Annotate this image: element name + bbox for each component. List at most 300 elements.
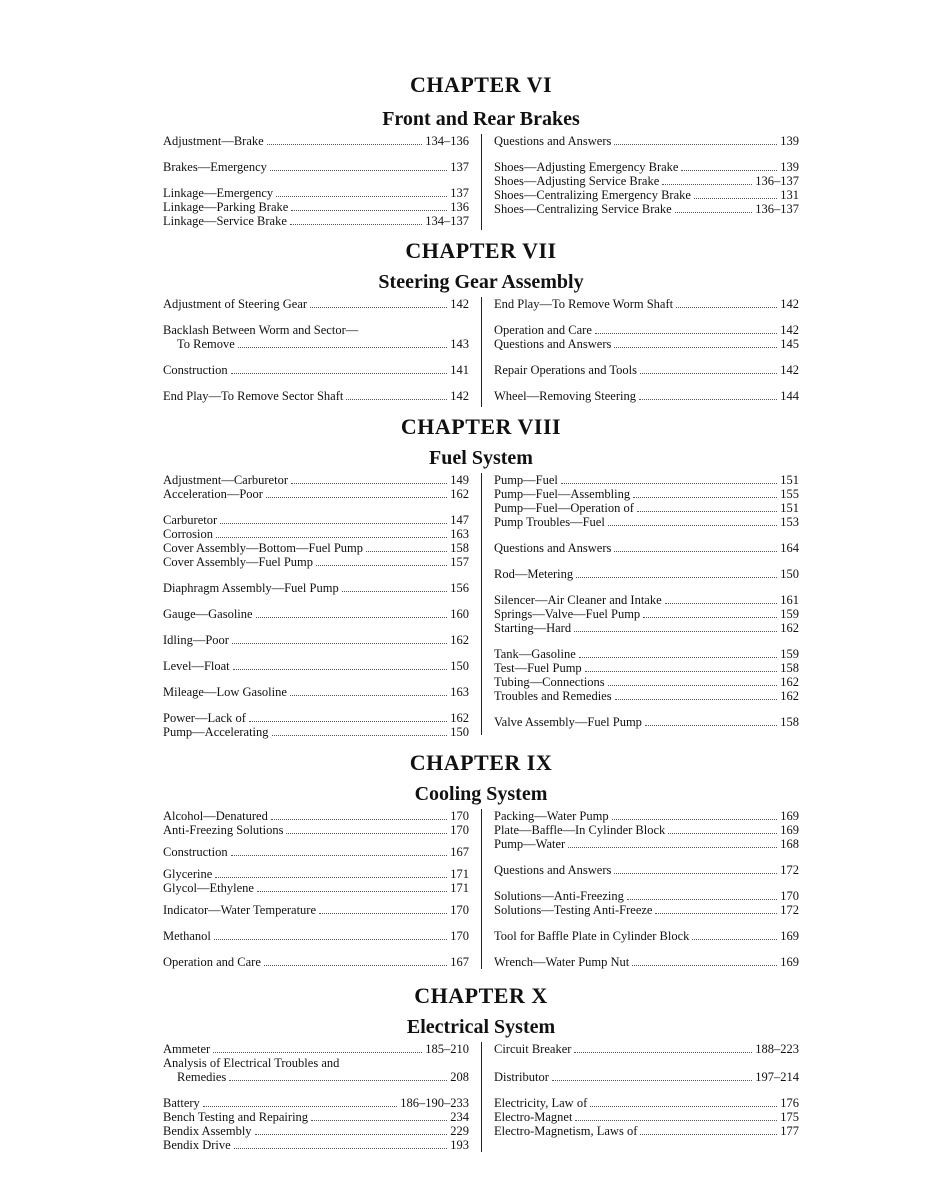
dot-leader xyxy=(608,515,777,526)
dot-leader xyxy=(608,675,778,686)
entry-page-number: 136–137 xyxy=(755,174,799,188)
dot-leader xyxy=(270,160,447,171)
entry-page-number: 163 xyxy=(450,527,469,541)
index-entry xyxy=(494,297,799,311)
entry-page-number: 142 xyxy=(450,297,469,311)
dot-leader xyxy=(576,567,777,578)
index-entry xyxy=(494,903,799,917)
entry-label: Packing—Water Pump xyxy=(494,809,609,823)
index-entry xyxy=(163,541,469,555)
index-entry xyxy=(163,1138,469,1152)
entry-page-number: 170 xyxy=(450,809,469,823)
entry-page-number: 139 xyxy=(780,160,799,174)
entry-label: Tank—Gasoline xyxy=(494,647,576,661)
index-entry xyxy=(163,186,469,200)
dot-leader xyxy=(645,715,777,726)
entry-page-number: 150 xyxy=(780,567,799,581)
index-entry xyxy=(163,581,469,595)
entry-label: Repair Operations and Tools xyxy=(494,363,637,377)
entry-label: Shoes—Centralizing Emergency Brake xyxy=(494,188,691,202)
entry-label: Construction xyxy=(163,845,228,859)
dot-leader xyxy=(232,633,447,644)
index-entry xyxy=(494,323,799,337)
dot-leader xyxy=(574,621,777,632)
index-entry xyxy=(494,621,799,635)
entry-label: Questions and Answers xyxy=(494,863,612,877)
index-entry xyxy=(163,867,469,881)
entry-label: Cover Assembly—Bottom—Fuel Pump xyxy=(163,541,364,555)
entry-label: Battery xyxy=(163,1096,200,1110)
dot-leader xyxy=(214,929,447,940)
index-entry xyxy=(163,323,469,337)
index-entry xyxy=(163,473,469,487)
index-entry xyxy=(494,160,799,174)
index-entry xyxy=(163,160,469,174)
dot-leader xyxy=(574,1042,752,1053)
entry-label: Shoes—Adjusting Emergency Brake xyxy=(494,160,679,174)
dot-leader xyxy=(637,501,777,512)
entry-page-number: 150 xyxy=(450,659,469,673)
column-divider xyxy=(481,1042,482,1152)
chapter-heading: CHAPTER VI xyxy=(409,72,553,97)
dot-leader xyxy=(676,297,777,308)
index-entry xyxy=(494,473,799,487)
index-entry xyxy=(494,1110,799,1124)
entry-page-number: 141 xyxy=(450,363,469,377)
index-entry xyxy=(494,889,799,903)
entry-label: Plate—Baffle—In Cylinder Block xyxy=(494,823,666,837)
entry-page-number: 136 xyxy=(450,200,469,214)
dot-leader xyxy=(552,1070,752,1081)
entry-label: Backlash Between Worm and Sector— xyxy=(163,323,359,337)
index-entry xyxy=(163,1124,469,1138)
entry-page-number: 229 xyxy=(450,1124,469,1138)
index-entry xyxy=(494,837,799,851)
dot-leader xyxy=(267,134,423,145)
entry-label: Valve Assembly—Fuel Pump xyxy=(494,715,642,729)
dot-leader xyxy=(640,363,777,374)
index-entry xyxy=(494,863,799,877)
entry-page-number: 175 xyxy=(780,1110,799,1124)
dot-leader xyxy=(220,513,447,524)
entry-label: Adjustment of Steering Gear xyxy=(163,297,308,311)
entry-label: Springs—Valve—Fuel Pump xyxy=(494,607,641,621)
index-entry xyxy=(163,809,469,823)
entry-page-number: 170 xyxy=(780,889,799,903)
entry-page-number: 137 xyxy=(450,160,469,174)
index-entry xyxy=(163,527,469,541)
dot-leader xyxy=(234,1138,448,1149)
index-entry xyxy=(494,593,799,607)
entry-label: Indicator—Water Temperature xyxy=(163,903,317,917)
left-column xyxy=(163,473,469,739)
index-entry xyxy=(163,337,469,351)
entry-page-number: 170 xyxy=(450,929,469,943)
dot-leader xyxy=(231,363,448,374)
entry-page-number: 169 xyxy=(780,823,799,837)
entry-page-number: 156 xyxy=(450,581,469,595)
index-columns xyxy=(163,134,799,230)
dot-leader xyxy=(614,541,777,552)
index-entry xyxy=(494,501,799,515)
dot-leader xyxy=(643,607,777,618)
chapter-heading: CHAPTER IX xyxy=(409,750,553,775)
dot-leader xyxy=(655,903,777,914)
left-column xyxy=(163,1042,469,1152)
entry-label: Level—Float xyxy=(163,659,230,673)
dot-leader xyxy=(257,881,447,892)
entry-page-number: 155 xyxy=(780,487,799,501)
index-entry xyxy=(163,1042,469,1056)
index-entry xyxy=(494,567,799,581)
entry-page-number: 131 xyxy=(780,188,799,202)
index-entry xyxy=(494,541,799,555)
entry-page-number: 136–137 xyxy=(755,202,799,216)
entry-label: To Remove xyxy=(177,337,235,351)
entry-page-number: 137 xyxy=(450,186,469,200)
entry-label: Linkage—Service Brake xyxy=(163,214,287,228)
index-entry xyxy=(163,711,469,725)
dot-leader xyxy=(632,955,777,966)
index-entry xyxy=(494,715,799,729)
section-title: Steering Gear Assembly xyxy=(378,271,584,293)
entry-label: Questions and Answers xyxy=(494,541,612,555)
entry-label: Construction xyxy=(163,363,228,377)
dot-leader xyxy=(276,186,447,197)
entry-page-number: 162 xyxy=(780,621,799,635)
entry-page-number: 193 xyxy=(450,1138,469,1152)
dot-leader xyxy=(233,659,448,670)
entry-page-number: 158 xyxy=(780,661,799,675)
entry-page-number: 169 xyxy=(780,809,799,823)
entry-page-number: 234 xyxy=(450,1110,469,1124)
entry-label: Adjustment—Carburetor xyxy=(163,473,288,487)
index-entry xyxy=(163,955,469,969)
dot-leader xyxy=(272,725,448,736)
dot-leader xyxy=(579,647,778,658)
index-entry xyxy=(494,823,799,837)
entry-label: Circuit Breaker xyxy=(494,1042,572,1056)
entry-page-number: 142 xyxy=(450,389,469,403)
dot-leader xyxy=(640,1124,777,1135)
dot-leader xyxy=(612,809,778,820)
dot-leader xyxy=(291,200,447,211)
entry-label: Wrench—Water Pump Nut xyxy=(494,955,630,969)
index-entry xyxy=(163,685,469,699)
entry-label: Questions and Answers xyxy=(494,337,612,351)
left-column xyxy=(163,134,469,230)
entry-label: Pump—Accelerating xyxy=(163,725,269,739)
dot-leader xyxy=(216,527,447,538)
index-entry xyxy=(163,487,469,501)
entry-page-number: 162 xyxy=(780,675,799,689)
entry-page-number: 177 xyxy=(780,1124,799,1138)
dot-leader xyxy=(271,809,447,820)
entry-page-number: 142 xyxy=(780,297,799,311)
entry-label: Bendix Assembly xyxy=(163,1124,252,1138)
index-entry xyxy=(163,200,469,214)
entry-page-number: 150 xyxy=(450,725,469,739)
entry-label: Anti-Freezing Solutions xyxy=(163,823,284,837)
entry-label: Analysis of Electrical Troubles and xyxy=(163,1056,340,1070)
index-entry xyxy=(494,661,799,675)
entry-label: Silencer—Air Cleaner and Intake xyxy=(494,593,662,607)
dot-leader xyxy=(342,581,448,592)
entry-label: Electricity, Law of xyxy=(494,1096,588,1110)
entry-label: Test—Fuel Pump xyxy=(494,661,582,675)
right-column xyxy=(494,297,799,407)
entry-label: Remedies xyxy=(177,1070,227,1084)
index-entry xyxy=(494,647,799,661)
entry-page-number: 161 xyxy=(780,593,799,607)
index-entry xyxy=(163,725,469,739)
entry-label: Power—Lack of xyxy=(163,711,246,725)
chapter-heading: CHAPTER VII xyxy=(405,238,557,263)
dot-leader xyxy=(639,389,777,400)
index-columns xyxy=(163,1042,799,1152)
dot-leader xyxy=(256,607,448,618)
entry-label: Pump—Fuel xyxy=(494,473,558,487)
index-entry xyxy=(163,297,469,311)
right-column xyxy=(494,809,799,969)
entry-label: Ammeter xyxy=(163,1042,211,1056)
index-entry xyxy=(494,607,799,621)
index-entry xyxy=(163,555,469,569)
entry-page-number: 157 xyxy=(450,555,469,569)
dot-leader xyxy=(213,1042,422,1053)
entry-label: Brakes—Emergency xyxy=(163,160,267,174)
entry-page-number: 142 xyxy=(780,323,799,337)
entry-page-number: 163 xyxy=(450,685,469,699)
entry-page-number: 162 xyxy=(780,689,799,703)
index-entry xyxy=(163,823,469,837)
entry-label: Operation and Care xyxy=(494,323,592,337)
entry-page-number: 158 xyxy=(780,715,799,729)
dot-leader xyxy=(264,955,447,966)
index-entry xyxy=(494,675,799,689)
dot-leader xyxy=(249,711,447,722)
index-entry xyxy=(494,202,799,216)
column-divider xyxy=(481,134,482,230)
dot-leader xyxy=(675,202,753,213)
dot-leader xyxy=(255,1124,448,1135)
entry-label: Distributor xyxy=(494,1070,549,1084)
entry-page-number: 169 xyxy=(780,955,799,969)
index-entry xyxy=(163,881,469,895)
dot-leader xyxy=(561,473,777,484)
entry-page-number: 160 xyxy=(450,607,469,621)
entry-label: Starting—Hard xyxy=(494,621,572,635)
entry-page-number: 164 xyxy=(780,541,799,555)
entry-label: Linkage—Parking Brake xyxy=(163,200,289,214)
entry-label: Bendix Drive xyxy=(163,1138,231,1152)
entry-label: Tool for Baffle Plate in Cylinder Block xyxy=(494,929,690,943)
column-divider xyxy=(481,473,482,735)
entry-label: Idling—Poor xyxy=(163,633,229,647)
index-entry xyxy=(494,1124,799,1138)
entry-page-number: 134–137 xyxy=(425,214,469,228)
entry-page-number: 169 xyxy=(780,929,799,943)
entry-page-number: 159 xyxy=(780,647,799,661)
entry-page-number: 188–223 xyxy=(755,1042,799,1056)
index-entry xyxy=(494,955,799,969)
entry-page-number: 170 xyxy=(450,903,469,917)
entry-page-number: 185–210 xyxy=(425,1042,469,1056)
entry-label: Electro-Magnet xyxy=(494,1110,573,1124)
section-title: Electrical System xyxy=(406,1016,556,1038)
index-entry xyxy=(163,1070,469,1084)
entry-label: Electro-Magnetism, Laws of xyxy=(494,1124,638,1138)
dot-leader xyxy=(229,1070,447,1081)
entry-label: Cover Assembly—Fuel Pump xyxy=(163,555,314,569)
index-entry xyxy=(494,337,799,351)
dot-leader xyxy=(286,823,447,834)
entry-label: Pump—Fuel—Assembling xyxy=(494,487,631,501)
entry-label: Solutions—Anti-Freezing xyxy=(494,889,624,903)
dot-leader xyxy=(662,174,752,185)
entry-label: Tubing—Connections xyxy=(494,675,605,689)
entry-label: End Play—To Remove Worm Shaft xyxy=(494,297,674,311)
index-columns xyxy=(163,473,799,739)
index-entry xyxy=(494,809,799,823)
dot-leader xyxy=(614,337,777,348)
entry-label: Corrosion xyxy=(163,527,213,541)
section-title: Fuel System xyxy=(429,447,533,469)
dot-leader xyxy=(627,889,777,900)
dot-leader xyxy=(316,555,447,566)
right-column xyxy=(494,1042,799,1152)
entry-label: Acceleration—Poor xyxy=(163,487,263,501)
dot-leader xyxy=(203,1096,397,1107)
entry-page-number: 186–190–233 xyxy=(400,1096,469,1110)
entry-page-number: 159 xyxy=(780,607,799,621)
index-entry xyxy=(494,689,799,703)
entry-page-number: 139 xyxy=(780,134,799,148)
index-entry xyxy=(163,929,469,943)
dot-leader xyxy=(311,1110,447,1121)
entry-page-number: 162 xyxy=(450,633,469,647)
entry-label: Bench Testing and Repairing xyxy=(163,1110,309,1124)
entry-page-number: 149 xyxy=(450,473,469,487)
entry-label: Rod—Metering xyxy=(494,567,574,581)
dot-leader xyxy=(290,214,422,225)
right-column xyxy=(494,473,799,735)
section-title: Cooling System xyxy=(414,783,548,805)
index-entry xyxy=(163,134,469,148)
entry-page-number: 142 xyxy=(780,363,799,377)
index-entry xyxy=(494,929,799,943)
entry-page-number: 176 xyxy=(780,1096,799,1110)
entry-page-number: 134–136 xyxy=(425,134,469,148)
index-entry xyxy=(494,363,799,377)
index-entry xyxy=(494,389,799,403)
index-entry xyxy=(163,214,469,228)
index-entry xyxy=(163,845,469,859)
dot-leader xyxy=(310,297,447,308)
index-entry xyxy=(163,1056,469,1070)
dot-leader xyxy=(665,593,778,604)
entry-page-number: 168 xyxy=(780,837,799,851)
entry-label: Operation and Care xyxy=(163,955,261,969)
entry-label: Questions and Answers xyxy=(494,134,612,148)
dot-leader xyxy=(238,337,447,348)
entry-label: Glycerine xyxy=(163,867,213,881)
entry-page-number: 171 xyxy=(450,881,469,895)
index-columns xyxy=(163,297,799,407)
dot-leader xyxy=(366,541,447,552)
index-entry xyxy=(163,659,469,673)
entry-label: Pump—Fuel—Operation of xyxy=(494,501,634,515)
index-entry xyxy=(163,389,469,403)
index-entry xyxy=(494,487,799,501)
index-entry xyxy=(494,1070,799,1084)
entry-label: Troubles and Remedies xyxy=(494,689,612,703)
entry-page-number: 208 xyxy=(450,1070,469,1084)
left-column xyxy=(163,297,469,407)
entry-label: Carburetor xyxy=(163,513,218,527)
index-entry xyxy=(494,1096,799,1110)
dot-leader xyxy=(615,689,778,700)
entry-page-number: 147 xyxy=(450,513,469,527)
entry-page-number: 144 xyxy=(780,389,799,403)
dot-leader xyxy=(575,1110,777,1121)
dot-leader xyxy=(291,473,447,484)
index-entry xyxy=(163,633,469,647)
chapter-heading: CHAPTER VIII xyxy=(400,414,562,439)
entry-page-number: 172 xyxy=(780,903,799,917)
index-entry xyxy=(494,1042,799,1056)
entry-label: Linkage—Emergency xyxy=(163,186,274,200)
dot-leader xyxy=(266,487,447,498)
index-entry xyxy=(494,188,799,202)
dot-leader xyxy=(614,863,777,874)
dot-leader xyxy=(595,323,777,334)
dot-leader xyxy=(633,487,777,498)
entry-page-number: 145 xyxy=(780,337,799,351)
chapter-heading: CHAPTER X xyxy=(414,983,548,1008)
entry-label: Pump—Water xyxy=(494,837,566,851)
right-column xyxy=(494,134,799,230)
entry-page-number: 151 xyxy=(780,473,799,487)
dot-leader xyxy=(319,903,447,914)
dot-leader xyxy=(231,845,448,856)
entry-label: Diaphragm Assembly—Fuel Pump xyxy=(163,581,339,595)
entry-page-number: 171 xyxy=(450,867,469,881)
dot-leader xyxy=(215,867,447,878)
entry-page-number: 197–214 xyxy=(755,1070,799,1084)
column-divider xyxy=(481,297,482,407)
dot-leader xyxy=(568,837,777,848)
entry-label: Glycol—Ethylene xyxy=(163,881,254,895)
index-entry xyxy=(494,134,799,148)
dot-leader xyxy=(585,661,778,672)
index-entry xyxy=(163,1110,469,1124)
entry-page-number: 172 xyxy=(780,863,799,877)
dot-leader xyxy=(692,929,777,940)
dot-leader xyxy=(614,134,777,145)
entry-label: End Play—To Remove Sector Shaft xyxy=(163,389,344,403)
entry-page-number: 143 xyxy=(450,337,469,351)
entry-label: Shoes—Adjusting Service Brake xyxy=(494,174,660,188)
dot-leader xyxy=(346,389,447,400)
dot-leader xyxy=(668,823,777,834)
entry-label: Wheel—Removing Steering xyxy=(494,389,636,403)
left-column xyxy=(163,809,469,969)
entry-page-number: 158 xyxy=(450,541,469,555)
index-entry xyxy=(163,1096,469,1110)
entry-label: Gauge—Gasoline xyxy=(163,607,253,621)
index-entry xyxy=(163,513,469,527)
